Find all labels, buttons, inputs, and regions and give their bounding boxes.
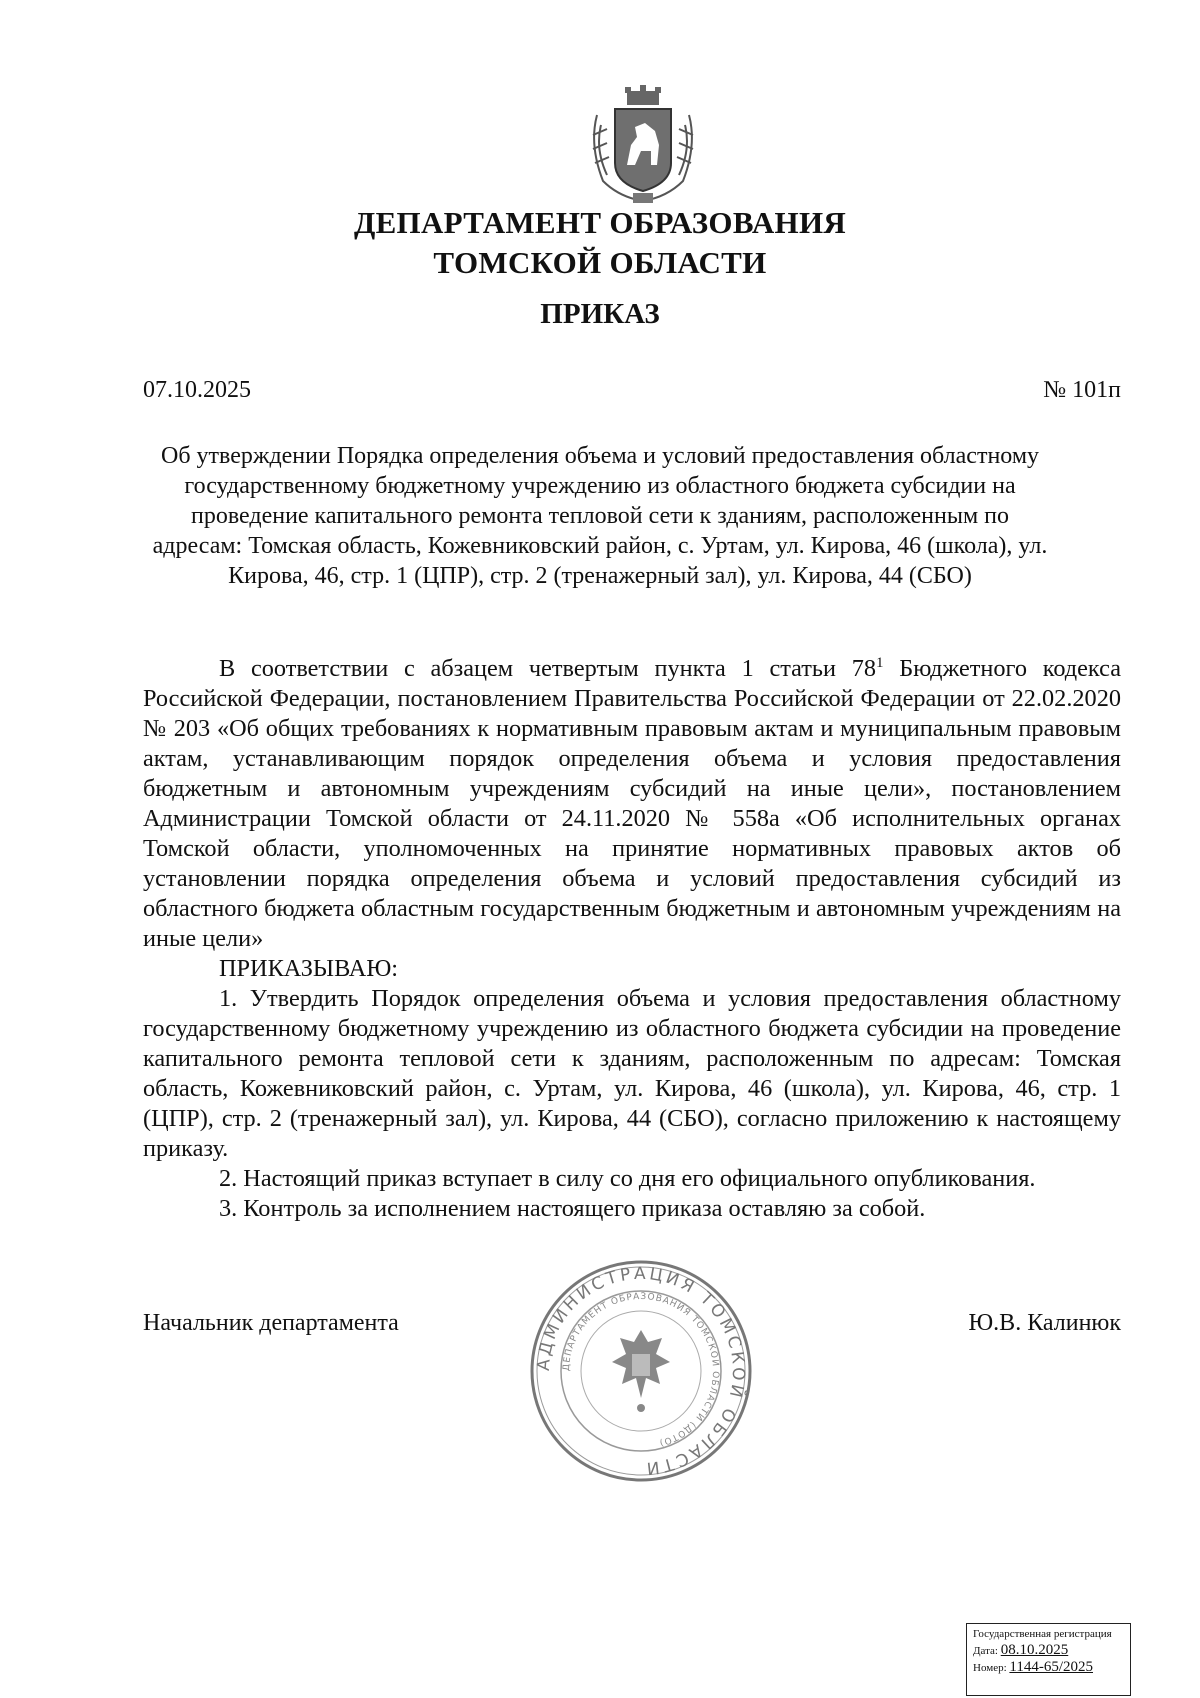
organization-title — [0, 203, 1200, 283]
registration-number-value: 1144-65/2025 — [1009, 1659, 1093, 1675]
registration-number-label: Номер: — [973, 1662, 1007, 1674]
preamble-paragraph — [143, 654, 1121, 954]
document-body — [143, 654, 1121, 1224]
registration-date-row — [973, 1642, 1124, 1659]
signatory-name: Ю.В. Калинюк — [968, 1310, 1121, 1336]
registration-stamp — [966, 1623, 1131, 1696]
registration-number-row — [973, 1659, 1124, 1676]
order-item-3: 3. Контроль за исполнением настоящего приказа оставляю за собой. — [219, 1195, 926, 1222]
registration-title: Государственная регистрация — [973, 1628, 1112, 1640]
seal-outer-text: АДМИНИСТРАЦИЯ ТОМСКОЙ ОБЛАСТИ — [533, 1263, 749, 1479]
document-number: № 101п — [1043, 377, 1121, 403]
order-item-1: 1. Утвердить Порядок определения объема и условия предоставления областному государственному бюджетному учреждению из областного бюджета субсидии на проведение капитального ремонта тепловой сети к зданиям, расположенным по адресам: Томская область, Кожевниковский район, с. Уртам, ул. Кирова, 46 (школа), ул. Кирова, 46, стр. 1 (ЦПР), стр. 2 (тренажерный зал), ул. Кирова, 44 (СБО), согласно приложению к настоящему приказу. — [143, 985, 1121, 1162]
organization-title-line2: ТОМСКОЙ ОБЛАСТИ — [433, 245, 767, 280]
order-item-2: 2. Настоящий приказ вступает в силу со дня его официального опубликования. — [219, 1165, 1036, 1192]
coat-of-arms-icon — [585, 85, 701, 207]
document-date: 07.10.2025 — [143, 377, 251, 403]
document-subject: Об утверждении Порядка определения объема и условий предоставления областному государственному бюджетному учреждению из областного бюджета субсидии на проведение капитального ремонта тепловой сети к зданиям, расположенным по адресам: Томская область, Кожевниковский район, с. Уртам, ул. Кирова, 46 (школа), ул. Кирова, 46, стр. 1 (ЦПР), стр. 2 (тренажерный зал), ул. Кирова, 44 (СБО) — [152, 443, 1048, 589]
preamble-text-end: Бюджетного кодекса Российской Федерации, постановлением Правительства Российской Федерации от 22.02.2020 № 203 «Об общих требованиях к нормативным правовым актам и муниципальным правовым актам, устанавливающим порядок определения объема и условия предоставления бюджетным и автономным учреждениям субсидий на иные цели», постановлением Администрации Томской области от 24.11.2020 № 558а «Об исполнительных органах Томской области, уполномоченных на принятие нормативных правовых актов об установлении порядка определения объема и условий предоставления субсидий из областного бюджета областным государственным бюджетным и автономным учреждениям на иные цели» — [143, 655, 1122, 952]
seal-inner-text: ДЕПАРТАМЕНТ ОБРАЗОВАНИЯ ТОМСКОЙ ОБЛАСТИ (ДОТО) — [561, 1291, 721, 1448]
preamble-text-start: В соответствии с абзацем четвертым пункта 1 статьи 78 — [219, 655, 877, 682]
preamble-superscript: 1 — [876, 654, 884, 671]
document-type: ПРИКАЗ — [540, 298, 660, 330]
official-seal-icon — [528, 1258, 754, 1484]
signatory-position: Начальник департамента — [143, 1310, 399, 1336]
registration-date-value: 08.10.2025 — [1000, 1642, 1069, 1658]
order-word: ПРИКАЗЫВАЮ: — [219, 955, 399, 982]
organization-title-line1: ДЕПАРТАМЕНТ ОБРАЗОВАНИЯ — [353, 205, 847, 240]
registration-date-label: Дата: — [973, 1645, 998, 1657]
